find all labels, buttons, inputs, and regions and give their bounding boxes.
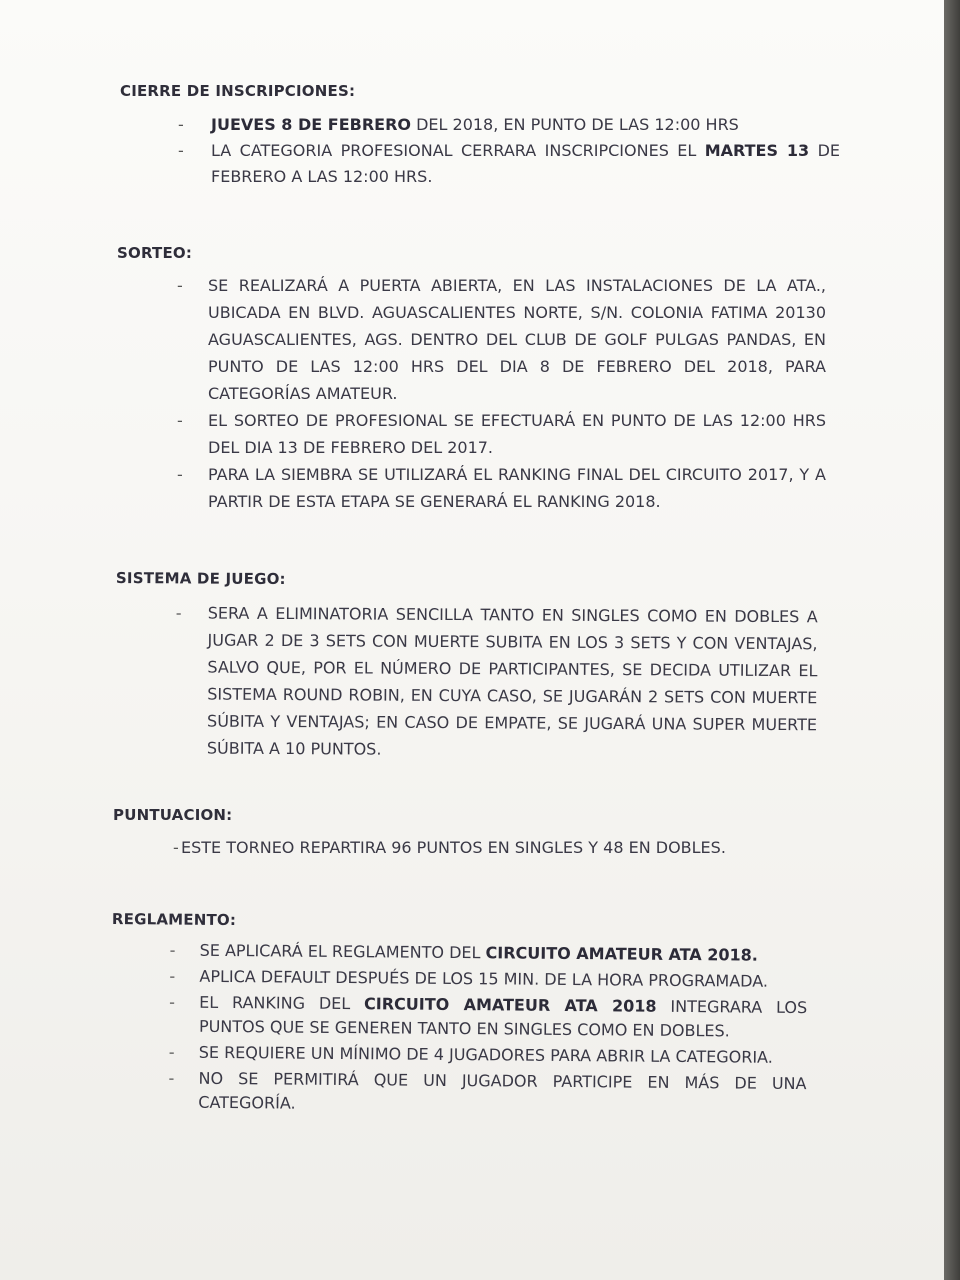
list-item-text: APLICA DEFAULT DESPUÉS DE LOS 15 MIN. DE LA HORA PROGRAMADA. bbox=[199, 966, 769, 991]
list-item-text: EL SORTEO DE PROFESIONAL SE EFECTUARÁ EN PUNTO DE LAS 12:00 HRS DEL DIA 13 DE FEBRERO DEL 2017. bbox=[208, 411, 826, 457]
list-item-text bbox=[199, 993, 807, 1041]
list-item bbox=[111, 1040, 807, 1070]
bullet-list bbox=[120, 112, 840, 190]
list-item bbox=[120, 138, 840, 190]
list-item bbox=[117, 272, 826, 407]
list-item-text: ESTE TORNEO REPARTIRA 96 PUNTOS EN SINGLES Y 48 EN DOBLES. bbox=[181, 838, 726, 857]
page-edge-shadow bbox=[944, 0, 960, 1280]
bullet-list bbox=[110, 938, 832, 1120]
dash-bullet: - bbox=[169, 966, 176, 986]
list-item bbox=[112, 938, 808, 968]
dash-bullet: - bbox=[178, 115, 184, 134]
plain-text: INTEGRARA LOS PUNTOS QUE SE GENEREN TANTO EN SINGLES COMO EN DOBLES. bbox=[198, 996, 808, 1041]
plain-text: DE FEBRERO A LAS 12:00 HRS. bbox=[211, 141, 841, 186]
section-heading: REGLAMENTO: bbox=[111, 910, 237, 930]
bold-text: CIRCUITO AMATEUR ATA 2018 bbox=[363, 994, 657, 1016]
dash-bullet: - bbox=[178, 141, 184, 160]
section-sorteo bbox=[117, 244, 837, 515]
section-puntuacion bbox=[113, 806, 833, 861]
section-heading: CIERRE DE INSCRIPCIONES: bbox=[120, 82, 356, 100]
list-item bbox=[111, 990, 807, 1044]
bold-text: MARTES 13 bbox=[704, 141, 810, 160]
section-reglamento bbox=[110, 910, 832, 1122]
dash-bullet: - bbox=[168, 1042, 175, 1062]
bold-text: CIRCUITO AMATEUR ATA 2018. bbox=[485, 943, 758, 965]
plain-text: SE APLICARÁ EL REGLAMENTO DEL bbox=[199, 940, 486, 963]
list-item-text: SERA A ELIMINATORIA SENCILLA TANTO EN SINGLES COMO EN DOBLES A JUGAR 2 DE 3 SETS CON MUERTE SUBITA EN LOS 3 SETS Y CON VENTAJAS, SALVO QUE, POR EL NÚMERO DE PARTICIPANTES, SE DECIDA UTILIZAR EL SISTEMA ROUND ROBIN, EN CUYA CASO, SE JUGARÁN 2 SETS CON MUERTE SÚBITA Y VENTAJAS; EN CASO DE EMPATE, SE JUGARÁ UNA SUPER MUERTE SÚBITA A 10 PUNTOS. bbox=[206, 603, 818, 759]
list-item bbox=[115, 599, 818, 765]
plain-text: LA CATEGORIA PROFESIONAL CERRARA INSCRIPCIONES EL bbox=[211, 141, 705, 160]
dash-bullet: - bbox=[168, 1068, 175, 1088]
list-item-text bbox=[211, 141, 840, 186]
dash-bullet: - bbox=[173, 838, 179, 857]
list-item-text bbox=[200, 941, 758, 965]
list-item bbox=[117, 461, 826, 515]
dash-bullet: - bbox=[169, 992, 176, 1012]
list-item-text: SE REQUIERE UN MÍNIMO DE 4 JUGADORES PARA ABRIR LA CATEGORIA. bbox=[198, 1042, 773, 1067]
dash-bullet: - bbox=[177, 276, 183, 295]
list-item-text: NO SE PERMITIRÁ QUE UN JUGADOR PARTICIPE EN MÁS DE UNA CATEGORÍA. bbox=[198, 1068, 807, 1113]
section-cierre-inscripciones bbox=[120, 82, 840, 190]
list-item-text: PARA LA SIEMBRA SE UTILIZARÁ EL RANKING FINAL DEL CIRCUITO 2017, Y A PARTIR DE ESTA ETAPA SE GENERARÁ EL RANKING 2018. bbox=[208, 465, 826, 511]
section-sistema-de-juego bbox=[115, 569, 836, 765]
section-heading: SISTEMA DE JUEGO: bbox=[115, 569, 286, 589]
section-heading: PUNTUACION: bbox=[113, 806, 233, 824]
plain-text: EL RANKING DEL bbox=[199, 992, 365, 1014]
plain-text: DEL 2018, EN PUNTO DE LAS 12:00 HRS bbox=[411, 115, 739, 134]
list-item-text bbox=[211, 115, 739, 134]
list-item bbox=[120, 112, 840, 138]
dash-bullet: - bbox=[177, 465, 183, 484]
list-item bbox=[117, 407, 826, 461]
dash-bullet: - bbox=[175, 603, 182, 623]
list-item bbox=[110, 1066, 806, 1120]
list-item-text: SE REALIZARÁ A PUERTA ABIERTA, EN LAS INSTALACIONES DE LA ATA., UBICADA EN BLVD. AGUASCALIENTES NORTE, S/N. COLONIA FATIMA 20130 AGUASCALIENTES, AGS. DENTRO DEL CLUB DE GOLF PULGAS PANDAS, EN PUNTO DE LAS 12:00 HRS DEL DIA 8 DE FEBRERO DEL 2018, PARA CATEGORÍAS AMATEUR. bbox=[208, 276, 826, 403]
section-heading: SORTEO: bbox=[117, 244, 193, 262]
bullet-list bbox=[115, 599, 836, 765]
dash-bullet: - bbox=[177, 411, 183, 430]
dash-bullet: - bbox=[169, 940, 176, 960]
bullet-list bbox=[113, 834, 833, 861]
list-item bbox=[111, 964, 807, 994]
bullet-list bbox=[117, 272, 837, 515]
bold-text: JUEVES 8 DE FEBRERO bbox=[211, 115, 411, 134]
list-item bbox=[113, 834, 781, 861]
